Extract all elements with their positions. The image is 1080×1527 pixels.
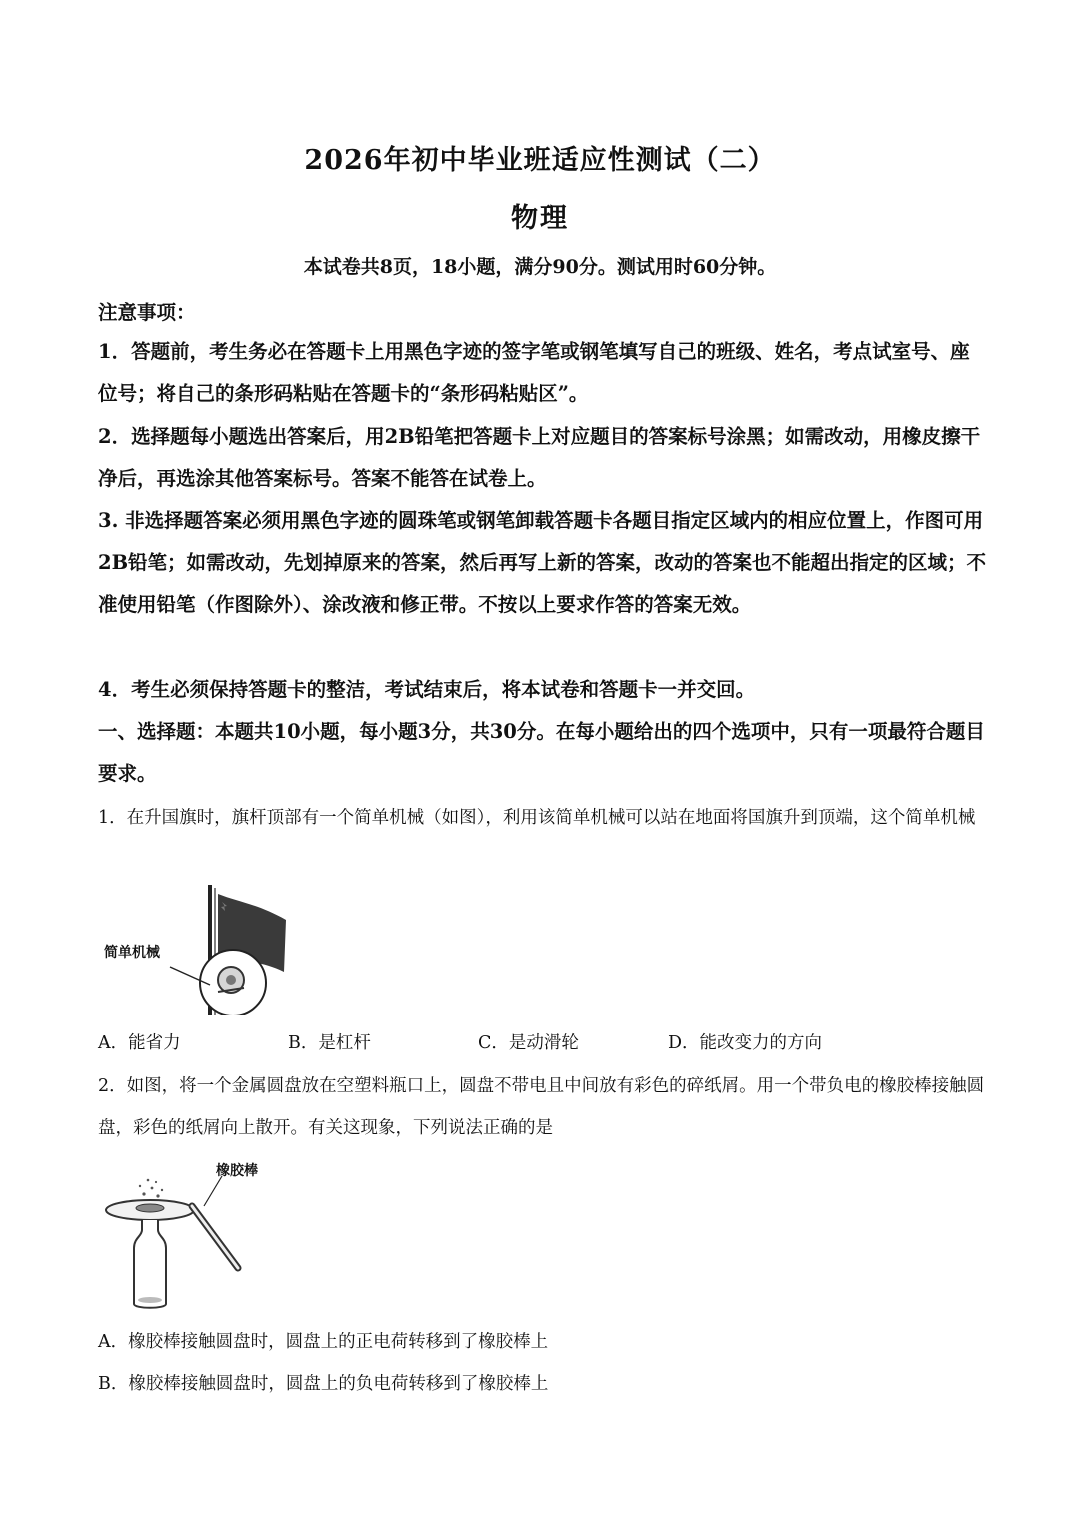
q1-option-d: D．能改变力的方向 [668, 1033, 823, 1053]
q2-option-b: B．橡胶棒接触圆盘时，圆盘上的负电荷转移到了橡胶棒上 [98, 1374, 549, 1394]
q1-figure [98, 880, 298, 1015]
q2-stem: 2．如图，将一个金属圆盘放在空塑料瓶口上，圆盘不带电且中间放有彩色的碎纸屑。用一个带负电的橡胶棒接触圆盘，彩色的纸屑向上散开。有关这现象，下列说法正确的是 [98, 1076, 985, 1138]
subject-title: 物理 [511, 203, 569, 234]
q1-stem: 1．在升国旗时，旗杆顶部有一个简单机械（如图），利用该简单机械可以站在地面将国旗升到顶端，这个简单机械 [98, 808, 976, 828]
exam-title: 2026年初中毕业班适应性测试（二） [304, 145, 776, 176]
notice-heading: 注意事项： [98, 301, 196, 324]
q2-figure-label: 橡胶棒 [216, 1163, 258, 1179]
notice-item-2: 2．选择题每小题选出答案后，用2B铅笔把答题卡上对应题目的答案标号涂黑；如需改动，用橡皮擦干净后，再选涂其他答案标号。答案不能答在试卷上。 [98, 425, 981, 490]
q2-figure [100, 1158, 280, 1313]
bottle-disk-rod-illustration [100, 1158, 280, 1313]
notice-item-1: 1．答题前，考生务必在答题卡上用黑色字迹的签字笔或钢笔填写自己的班级、姓名，考点试室号、座位号；将自己的条形码粘贴在答题卡的“条形码粘贴区”。 [98, 340, 970, 405]
q1-option-c: C．是动滑轮 [478, 1033, 579, 1053]
notice-item-4: 4．考生必须保持答题卡的整洁，考试结束后，将本试卷和答题卡一并交回。 [98, 678, 756, 701]
exam-info: 本试卷共8页，18小题，满分90分。测试用时60分钟。 [303, 256, 777, 278]
notice-item-3: 3. 非选择题答案必须用黑色字迹的圆珠笔或钢笔卸载答题卡各题目指定区域内的相应位置上，作图可用2B铅笔；如需改动，先划掉原来的答案，然后再写上新的答案，改动的答案也不能超出指定的区域；不准使用铅笔（作图除外）、涂改液和修正带。不按以上要求作答的答案无效。 [98, 509, 987, 616]
q2-option-a: A．橡胶棒接触圆盘时，圆盘上的正电荷转移到了橡胶棒上 [98, 1332, 549, 1352]
q1-figure-label: 简单机械 [104, 945, 160, 961]
q1-option-b: B．是杠杆 [288, 1033, 371, 1053]
section1-heading: 一、选择题：本题共10小题，每小题3分，共30分。在每小题给出的四个选项中，只有一项最符合题目要求。 [98, 720, 985, 785]
q1-option-a: A．能省力 [98, 1033, 181, 1053]
